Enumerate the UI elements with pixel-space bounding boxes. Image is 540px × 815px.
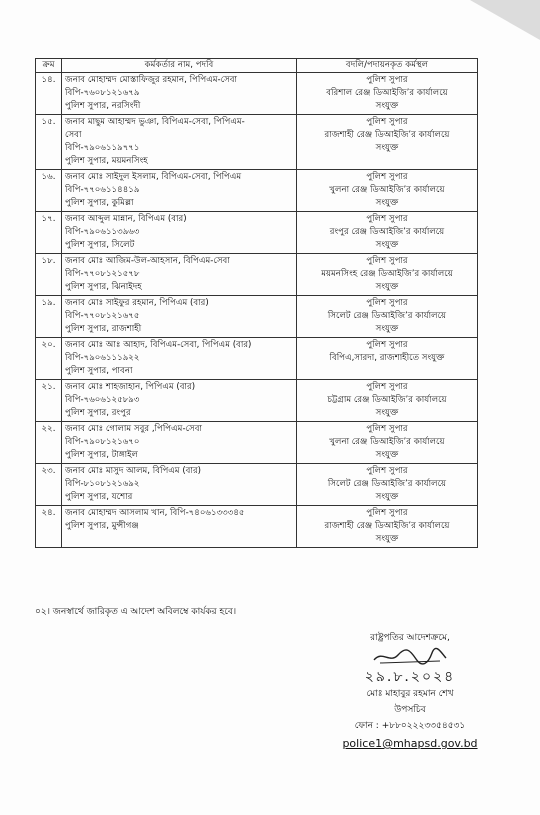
row-serial: ২৩. xyxy=(36,464,62,506)
officer-line: পুলিশ সুপার, মুন্সীগঞ্জ xyxy=(65,521,139,531)
signer-title: উপসচিব xyxy=(394,705,426,715)
officer-line: জনাব মাছুম আহাম্মদ ভুঞা, বিপিএম-সেবা, পিপিএম- xyxy=(65,117,245,127)
posting-line: পুলিশ সুপার xyxy=(366,75,408,85)
officer-line: পুলিশ সুপার, পাবনা xyxy=(65,366,133,376)
posting-line: সংযুক্ত xyxy=(375,240,399,250)
posting-cell xyxy=(297,422,478,464)
posting-cell xyxy=(297,464,478,506)
table-row xyxy=(36,464,478,506)
posting-line: সংযুক্ত xyxy=(375,101,399,111)
table-row xyxy=(36,338,478,380)
officer-line: জনাব মোঃ মাসুদ আলম, বিপিএম (বার) xyxy=(65,466,202,476)
posting-line: সিলেট রেঞ্জ ডিআইজি’র কার্যালয়ে xyxy=(327,311,447,321)
posting-line: সিলেট রেঞ্জ ডিআইজি’র কার্যালয়ে xyxy=(327,479,447,489)
officer-line: জনাব মোহাম্মদ মোস্তাফিজুর রহমান, পিপিএম-সেবা xyxy=(65,75,238,85)
posting-line: রংপুর রেঞ্জ ডিআইজি’র কার্যালয়ে xyxy=(329,227,445,237)
officer-cell xyxy=(62,254,297,296)
posting-line: পুলিশ সুপার xyxy=(366,172,408,182)
row-serial: ২৪. xyxy=(36,506,62,548)
table-row xyxy=(36,73,478,115)
signer-email[interactable]: police1@mhapsd.gov.bd xyxy=(342,737,478,750)
officer-line: পুলিশ সুপার, রংপুর xyxy=(65,408,131,418)
signature-block xyxy=(330,630,490,752)
signature-date: ২৯.৮.২০২৪ xyxy=(364,669,456,685)
posting-cell xyxy=(297,254,478,296)
signature-mark xyxy=(330,646,490,668)
officer-line: বিপি-৭৬০৬১২৫৮৯৩ xyxy=(65,395,140,405)
table-row xyxy=(36,170,478,212)
posting-cell xyxy=(297,506,478,548)
posting-line: বিপিএ,সারদা, রাজশাহীতে সংযুক্ত xyxy=(329,353,445,363)
posting-line: রাজশাহী রেঞ্জ ডিআইজি’র কার্যালয়ে xyxy=(324,130,450,140)
officer-cell xyxy=(62,422,297,464)
table-row xyxy=(36,506,478,548)
officer-line: জনাব মোঃ সাইফুর রহমান, পিপিএম (বার) xyxy=(65,298,209,308)
posting-cell xyxy=(297,296,478,338)
posting-line: পুলিশ সুপার xyxy=(366,508,408,518)
officer-line: বিপি-৭৭০৬১১৪৪১৯ xyxy=(65,185,140,195)
row-serial: ২০. xyxy=(36,338,62,380)
posting-line: পুলিশ সুপার xyxy=(366,256,408,266)
posting-line: সংযুক্ত xyxy=(375,408,399,418)
posting-line: সংযুক্ত xyxy=(375,143,399,153)
transfer-table xyxy=(35,58,478,548)
officer-line: বিপি-৭৭০৮১২১৫৭৮ xyxy=(65,269,140,279)
row-serial: ১৬. xyxy=(36,170,62,212)
officer-cell xyxy=(62,73,297,115)
officer-line: পুলিশ সুপার, টাঙ্গাইল xyxy=(65,450,138,460)
officer-cell xyxy=(62,170,297,212)
page-fold-corner xyxy=(470,0,540,40)
row-serial: ১৭. xyxy=(36,212,62,254)
header-officer: কর্মকর্তার নাম, পদবি xyxy=(62,59,297,73)
table-row xyxy=(36,115,478,170)
officer-line: জনাব মোঃ সাইদুল ইসলাম, বিপিএম-সেবা, পিপিএম xyxy=(65,172,242,182)
row-serial: ১৯. xyxy=(36,296,62,338)
signer-phone: ফোন : +৮৮০২২২৩৩৫৪৫৩১ xyxy=(354,721,466,731)
posting-cell xyxy=(297,338,478,380)
posting-cell xyxy=(297,212,478,254)
table-row xyxy=(36,254,478,296)
posting-line: পুলিশ সুপার xyxy=(366,340,408,350)
row-serial: ১৫. xyxy=(36,115,62,170)
posting-line: ময়মনসিংহ রেঞ্জ ডিআইজি’র কার্যালয়ে xyxy=(321,269,453,279)
posting-line: পুলিশ সুপার xyxy=(366,382,408,392)
officer-line: পুলিশ সুপার, নরসিংদী xyxy=(65,101,141,111)
officer-line: বিপি-৮১০৮১২১৬৯২ xyxy=(65,479,140,489)
table-row xyxy=(36,212,478,254)
officer-line: জনাব আব্দুল মান্নান, বিপিএম (বার) xyxy=(65,214,187,224)
order-line: রাষ্ট্রপতির আদেশক্রমে, xyxy=(370,633,450,643)
posting-line: রাজশাহী রেঞ্জ ডিআইজি’র কার্যালয়ে xyxy=(324,521,450,531)
posting-line: পুলিশ সুপার xyxy=(366,117,408,127)
officer-cell xyxy=(62,464,297,506)
officer-line: জনাব মোঃ শাহজাহান, পিপিএম (বার) xyxy=(65,382,196,392)
row-serial: ১৪. xyxy=(36,73,62,115)
posting-line: চট্টগ্রাম রেঞ্জ ডিআইজি’র কার্যালয়ে xyxy=(327,395,447,405)
posting-cell xyxy=(297,170,478,212)
officer-line: বিপি-৭৬০৮১২১৬৭৯ xyxy=(65,88,140,98)
posting-line: সংযুক্ত xyxy=(375,198,399,208)
signer-name: মোঃ মাহাবুর রহমান শেখ xyxy=(366,689,454,699)
officer-line: পুলিশ সুপার, সিলেট xyxy=(65,240,135,250)
posting-cell xyxy=(297,73,478,115)
table-row xyxy=(36,422,478,464)
table-header-row xyxy=(36,59,478,73)
table-row xyxy=(36,380,478,422)
officer-line: জনাব মোহাম্মদ আসলাম খান, বিপি-৭৪০৬১৩৩৩৪৫ xyxy=(65,508,245,518)
posting-line: পুলিশ সুপার xyxy=(366,466,408,476)
posting-cell xyxy=(297,115,478,170)
officer-cell xyxy=(62,296,297,338)
officer-line: বিপি-৭৯০৬১১৩৯৬৩ xyxy=(65,227,140,237)
officer-line: পুলিশ সুপার, রাজশাহী xyxy=(65,324,142,334)
table-row xyxy=(36,296,478,338)
officer-line: বিপি-৭৯০৬১১১৯২২ xyxy=(65,353,140,363)
officer-line: বিপি-৭৯০৮১২১৬৭০ xyxy=(65,437,140,447)
officer-cell xyxy=(62,115,297,170)
posting-line: সংযুক্ত xyxy=(375,492,399,502)
officer-line: পুলিশ সুপার, কুমিল্লা xyxy=(65,198,134,208)
posting-line: পুলিশ সুপার xyxy=(366,214,408,224)
row-serial: ২২. xyxy=(36,422,62,464)
officer-line: জনাব মোঃ আজিম-উল-আহসান, বিপিএম-সেবা xyxy=(65,256,230,266)
footnote: ০২। জনস্বার্থে জারিকৃত এ আদেশ অবিলম্বে কার্যকর হবে। xyxy=(35,607,237,617)
officer-line: সেবা xyxy=(65,130,82,140)
posting-line: পুলিশ সুপার xyxy=(366,424,408,434)
officer-cell xyxy=(62,338,297,380)
handwritten-signature xyxy=(370,646,450,668)
officer-line: পুলিশ সুপার, ঝিনাইদহ xyxy=(65,282,142,292)
officer-line: বিপি-৭৯০৬১১৯৭৭১ xyxy=(65,143,140,153)
posting-cell xyxy=(297,380,478,422)
officer-line: জনাব মোঃ আঃ আহাদ, বিপিএম-সেবা, পিপিএম (বার) xyxy=(65,340,252,350)
posting-line: খুলনা রেঞ্জ ডিআইজি’র কার্যালয়ে xyxy=(329,437,445,447)
posting-line: বরিশাল রেঞ্জ ডিআইজি’র কার্যালয়ে xyxy=(326,88,448,98)
row-serial: ১৮. xyxy=(36,254,62,296)
row-serial: ২১. xyxy=(36,380,62,422)
posting-line: খুলনা রেঞ্জ ডিআইজি’র কার্যালয়ে xyxy=(329,185,445,195)
header-serial: ক্রম xyxy=(36,59,62,73)
posting-line: সংযুক্ত xyxy=(375,324,399,334)
posting-line: পুলিশ সুপার xyxy=(366,298,408,308)
header-posting: বদলি/পদায়নকৃত কর্মস্থল xyxy=(297,59,478,73)
posting-line: সংযুক্ত xyxy=(375,534,399,544)
officer-line: বিপি-৭৭০৮১২১৬৭৫ xyxy=(65,311,140,321)
officer-cell xyxy=(62,380,297,422)
officer-line: পুলিশ সুপার, যশোর xyxy=(65,492,133,502)
officer-line: পুলিশ সুপার, ময়মনসিংহ xyxy=(65,156,148,166)
posting-line: সংযুক্ত xyxy=(375,282,399,292)
officer-cell xyxy=(62,506,297,548)
officer-line: জনাব মোঃ গোলাম সবুর ,পিপিএম-সেবা xyxy=(65,424,202,434)
officer-cell xyxy=(62,212,297,254)
posting-line: সংযুক্ত xyxy=(375,450,399,460)
